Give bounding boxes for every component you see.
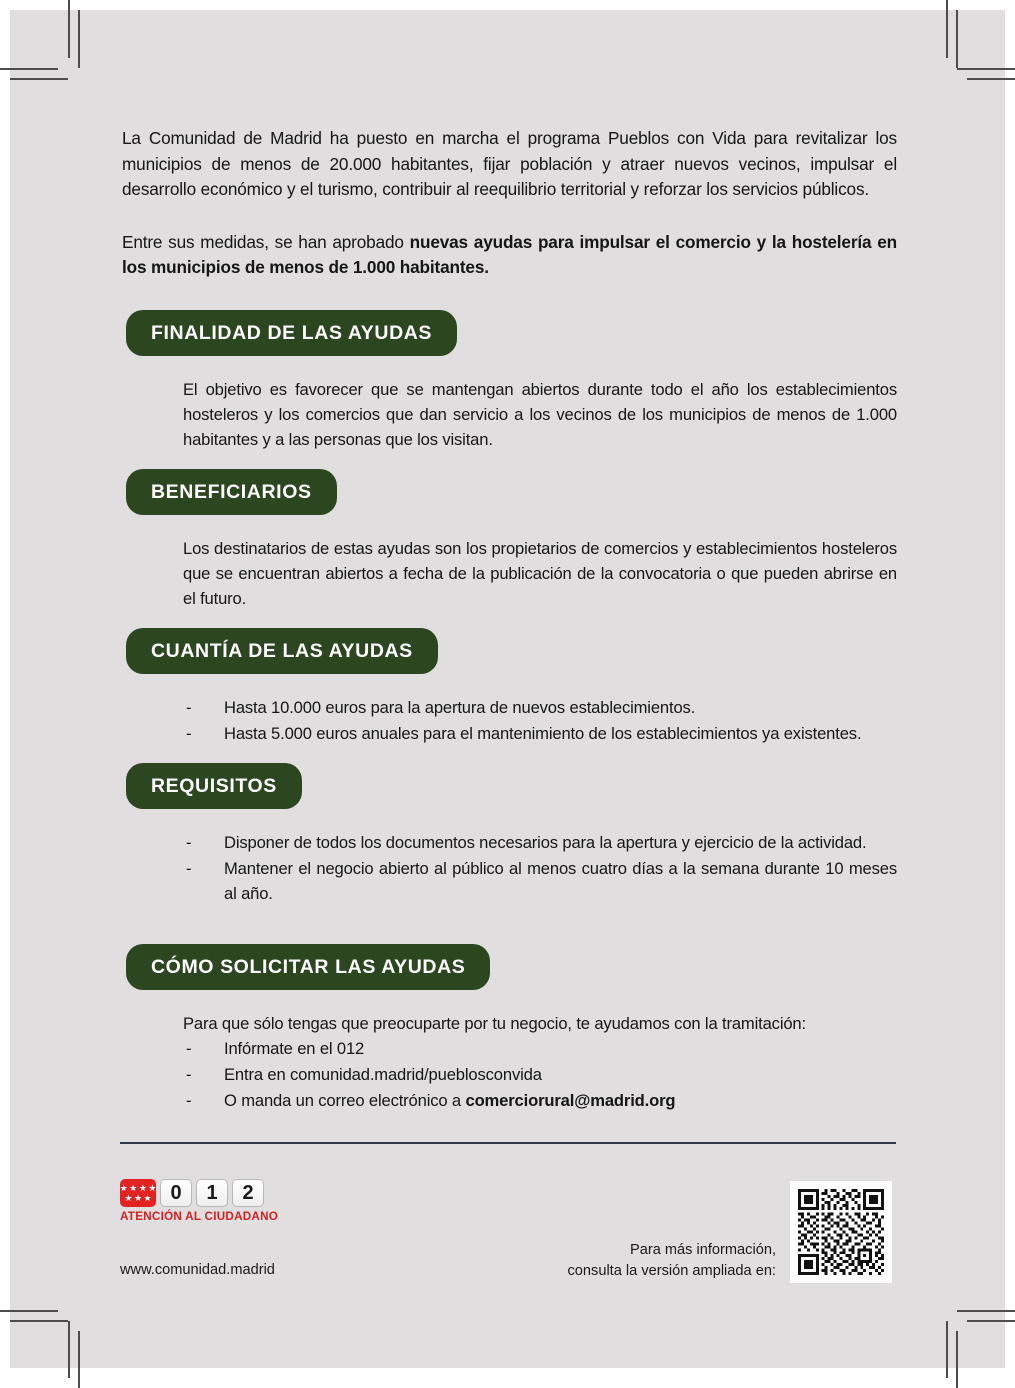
bullet-dash: - [186, 1065, 192, 1084]
star-icon: ★ [148, 1183, 157, 1193]
list-item-text: O manda un correo electrónico a [224, 1091, 466, 1110]
cuantia-list [183, 695, 897, 746]
star-row-bottom [124, 1194, 151, 1202]
intro-paragraph-1: La Comunidad de Madrid ha puesto en marcha el programa Pueblos con Vida para revitalizar los municipios de menos de 20.000 habitantes, fijar población y atraer nuevos vecinos, impulsar el desarrollo económico y el turismo, contribuir al reequilibrio territorial y reforzar los servicios públicos. [122, 128, 897, 199]
crop-mark-br-h-outer [957, 1310, 1015, 1312]
crop-mark-top-right-horizontal [967, 78, 1015, 80]
logo-caption: ATENCIÓN AL CIUDADANO [120, 1210, 279, 1223]
list-item [183, 1062, 897, 1087]
crop-mark-tl-h-outer [0, 68, 58, 70]
section-badge-beneficiarios: BENEFICIARIOS [126, 469, 337, 515]
crop-mark-br-v-outer [946, 1321, 948, 1378]
list-item-text: Infórmate en el 012 [224, 1039, 365, 1058]
star-icon: ★ [129, 1183, 138, 1193]
site-url[interactable]: www.comunidad.madrid [120, 1262, 275, 1278]
star-row-top [120, 1184, 157, 1192]
star-icon: ★ [143, 1193, 152, 1203]
logo-digit-0: 0 [160, 1179, 192, 1207]
logo-digit-2: 2 [232, 1179, 264, 1207]
list-item-text: Hasta 10.000 euros para la apertura de nuevos establecimientos. [224, 698, 696, 717]
more-info-line-2: consulta la versión ampliada en: [567, 1263, 776, 1279]
list-item [183, 1036, 897, 1061]
crop-mark-bottom-left-vertical [78, 1331, 80, 1388]
qr-code[interactable] [790, 1181, 892, 1283]
section-badge-como-solicitar: CÓMO SOLICITAR LAS AYUDAS [126, 944, 490, 990]
logo-digit-1: 1 [196, 1179, 228, 1207]
crop-mark-tr-v-outer [946, 0, 948, 58]
qr-code-image [798, 1189, 884, 1275]
section-body-beneficiarios [183, 536, 897, 611]
section-body-requisitos [183, 830, 897, 906]
logo-012[interactable] [120, 1179, 278, 1223]
list-item-text: Entra en comunidad.madrid/pueblosconvida [224, 1065, 542, 1084]
section-badge-finalidad: FINALIDAD DE LAS AYUDAS [126, 310, 457, 356]
bullet-dash: - [186, 698, 192, 717]
section-body-finalidad [183, 377, 897, 452]
list-item-text: Mantener el negocio abierto al público al menos cuatro días a la semana durante 10 meses al año. [224, 859, 897, 903]
list-item-text: Hasta 5.000 euros anuales para el mantenimiento de los establecimientos ya existentes. [224, 724, 862, 743]
crop-mark-top-left-vertical [78, 10, 80, 68]
intro-block [122, 126, 897, 281]
list-item [183, 721, 897, 746]
list-item [183, 856, 897, 906]
section-body-como-solicitar [183, 1011, 897, 1113]
crop-mark-bl-h-outer [0, 1310, 58, 1312]
crop-mark-tr-h-outer [957, 68, 1015, 70]
section-body-beneficiarios-text: Los destinatarios de estas ayudas son los propietarios de comercios y establecimientos hosteleros que se encuentran abiertos a fecha de la publicación de la convocatoria o que pueden abrirse en el futuro. [183, 539, 897, 608]
section-body-cuantia [183, 695, 897, 746]
star-icon: ★ [119, 1183, 128, 1193]
section-badge-requisitos: REQUISITOS [126, 763, 302, 809]
star-icon: ★ [133, 1193, 143, 1203]
como-solicitar-list [183, 1036, 897, 1113]
crop-mark-top-right-vertical [956, 10, 958, 68]
bullet-dash: - [186, 833, 192, 852]
star-icon: ★ [124, 1193, 133, 1203]
more-info-text [470, 1240, 776, 1282]
bullet-dash: - [186, 724, 192, 743]
section-body-finalidad-text: El objetivo es favorecer que se mantengan abiertos durante todo el año los establecimientos hosteleros y los comercios que dan servicio a los vecinos de los municipios de menos de 1.000 habitantes y a las personas que los visitan. [183, 380, 897, 449]
bullet-dash: - [186, 1039, 192, 1058]
bullet-dash: - [186, 859, 192, 878]
requisitos-list [183, 830, 897, 906]
como-solicitar-intro: Para que sólo tengas que preocuparte por tu negocio, te ayudamos con la tramitación: [183, 1014, 806, 1033]
crop-mark-top-left-horizontal [10, 78, 68, 80]
logo-012-boxes [120, 1179, 278, 1207]
bullet-dash: - [186, 1091, 192, 1110]
list-item-text: Disponer de todos los documentos necesarios para la apertura y ejercicio de la actividad. [224, 833, 867, 852]
crop-mark-bottom-left-horizontal [10, 1320, 68, 1322]
star-icon: ★ [138, 1183, 147, 1193]
footer-divider [120, 1142, 896, 1144]
section-badge-cuantia: CUANTÍA DE LAS AYUDAS [126, 628, 438, 674]
crop-mark-bottom-right-horizontal [967, 1320, 1015, 1322]
intro-paragraph-2-lead: Entre sus medidas, se han aprobado [122, 231, 410, 252]
crop-mark-bottom-right-vertical [956, 1331, 958, 1388]
list-item-email [183, 1088, 897, 1113]
intro-paragraph-2 [122, 230, 897, 281]
crop-mark-tl-v-outer [68, 0, 70, 58]
list-item [183, 830, 897, 855]
more-info-line-1: Para más información, [630, 1242, 776, 1258]
crop-mark-bl-v-outer [68, 1321, 70, 1378]
email-address[interactable]: comerciorural@madrid.org [465, 1091, 676, 1110]
madrid-stars-icon [120, 1179, 156, 1207]
intro-paragraph-2-highlight: nuevas ayudas para impulsar el comercio y la hostelería en los municipios de menos de 1.000 habitantes. [122, 231, 897, 277]
list-item [183, 695, 897, 720]
